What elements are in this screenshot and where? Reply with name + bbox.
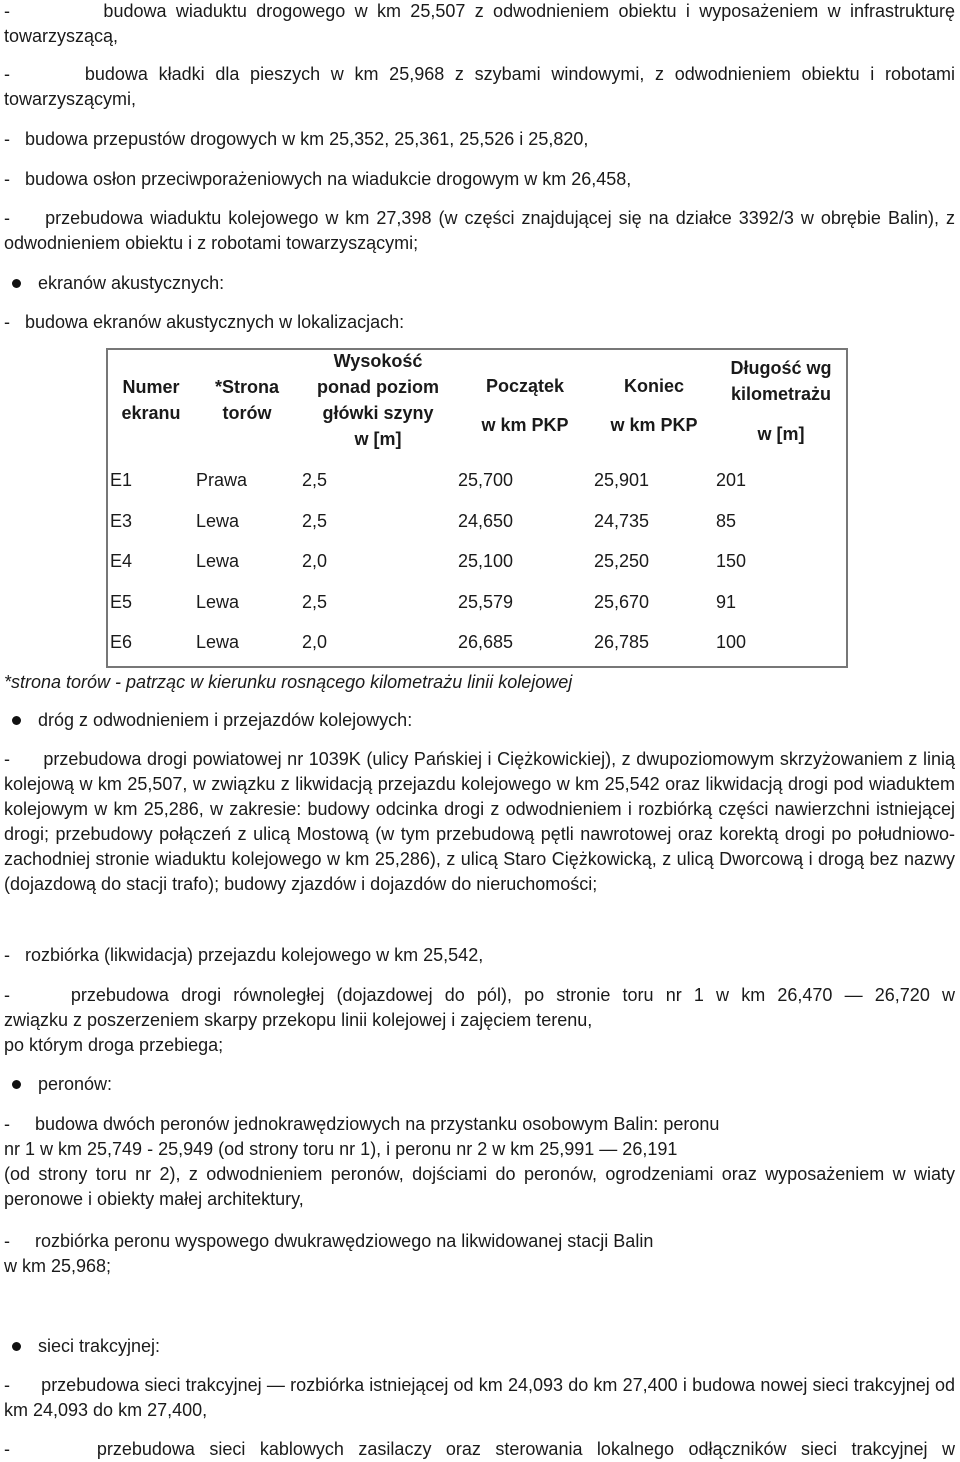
cell-length: 201 [716, 470, 747, 490]
cell-screen: E6 [110, 632, 133, 652]
header-line: Początek [485, 376, 565, 396]
header-track-side [196, 374, 298, 426]
cell-end: 25,250 [594, 551, 650, 571]
cell-screen: E1 [110, 470, 133, 490]
header-line: *Strona [214, 377, 279, 397]
cell-side: Lewa [196, 632, 240, 652]
cell-end: 25,670 [594, 592, 650, 612]
paragraph-shields: - budowa osłon przeciwporażeniowych na wiadukcie drogowym w km 26,458, [4, 169, 632, 189]
header-line: ekranu [121, 403, 181, 423]
text-line: nr 1 w km 25,749 - 25,949 (od strony toru nr 1), i peronu nr 2 w km 25,991 — 26,191 [4, 1139, 678, 1159]
cell-height: 2,0 [302, 551, 328, 571]
text-line: (od strony toru nr 2), z odwodnieniem peronów, dojściami do peronów, ogrodzeniami oraz wyposażeniem w wiaty peronowe i obiekty małej architektury, [4, 1164, 955, 1209]
cell-start: 24,650 [458, 511, 514, 531]
header-line: ponad poziom [317, 377, 439, 397]
cell-height: 2,5 [302, 511, 328, 531]
header-line: Wysokość [333, 351, 423, 371]
bullet-label: peronów: [38, 1074, 113, 1094]
cell-screen: E4 [110, 551, 133, 571]
cell-side: Lewa [196, 511, 240, 531]
bullet-label: sieci trakcyjnej: [38, 1336, 161, 1356]
text-line: związku z poszerzeniem skarpy przekopu linii kolejowej i zajęciem terenu, [4, 1010, 593, 1030]
header-line: w [m] [757, 424, 805, 444]
cell-length: 150 [716, 551, 747, 571]
text-line: - rozbiórka peronu wyspowego dwukrawędziowego na likwidowanej stacji Balin [4, 1231, 654, 1251]
header-line: w km PKP [610, 415, 698, 435]
paragraph-island-platform [4, 1229, 955, 1279]
header-line: w km PKP [481, 415, 569, 435]
cell-height: 2,0 [302, 632, 328, 652]
cell-length: 91 [716, 592, 737, 612]
bullet-dot-icon [12, 279, 21, 288]
header-screen-number [108, 374, 194, 426]
paragraph-rail-viaduct: - przebudowa wiaduktu kolejowego w km 27,398 (w części znajdującej się na działce 3392/3 w obrębie Balin), z odwodnieniem obiektu i z robotami towarzyszącymi; [4, 208, 955, 253]
header-end [594, 367, 714, 445]
header-line: Numer [122, 377, 180, 397]
cell-end: 24,735 [594, 511, 650, 531]
text-line: po którym droga przebiega; [4, 1035, 224, 1055]
header-line: w [m] [354, 429, 402, 449]
bullet-dot-icon [12, 1342, 21, 1351]
header-line: Koniec [623, 376, 684, 396]
cell-screen: E5 [110, 592, 133, 612]
paragraph-traction-rebuild: - przebudowa sieci trakcyjnej — rozbiórka istniejącej od km 24,093 do km 27,400 i budowa nowej sieci trakcyjnej od km 24,093 do km 27,400, [4, 1375, 955, 1420]
paragraph-crossing-demolition: - rozbiórka (likwidacja) przejazdu kolejowego w km 25,542, [4, 945, 484, 965]
header-length [716, 355, 846, 447]
cell-start: 25,700 [458, 470, 514, 490]
header-line: główki szyny [322, 403, 434, 423]
cell-height: 2,5 [302, 470, 328, 490]
paragraph-county-road: - przebudowa drogi powiatowej nr 1039K (ulicy Pańskiej i Ciężkowickiej), z dwupoziomowym skrzyżowaniem z linią kolejową w km 25,507, w związku z likwidacją przejazdu kolejowego w km 25,542 oraz likwidacją drogi pod wiaduktem kolejowym w km 25,286, w zakresie: budowy odcinka drogi z odwodnieniem i rozbiórką części nawierzchni istniejącej drogi; przebudowy połączeń z ulicą Mostową (w tym przebudową pętli nawrotowej oraz korektą drogi po południowo-zachodniej stronie wiaduktu kolejowego w km 25,286), z ulicą Staro Ciężkowicką, z ulicą Dworcową i drogą bez nazwy (dojazdową do stacji trafo); budowy zjazdów i dojazdów do nieruchomości; [4, 749, 955, 894]
cell-screen: E3 [110, 511, 133, 531]
text-line: - przebudowa drogi równoległej (dojazdowej do pól), po stronie toru nr 1 w km 26,470 — 26,720 w [4, 985, 955, 1005]
bullet-label: dróg z odwodnieniem i przejazdów kolejowych: [38, 710, 413, 730]
cell-start: 25,579 [458, 592, 514, 612]
table-footnote: *strona torów - patrząc w kierunku rosnącego kilometrażu linii kolejowej [4, 672, 573, 692]
paragraph-footbridge: - budowa kładki dla pieszych w km 25,968 z szybami windowymi, z odwodnieniem obiektu i robotami towarzyszącymi, [4, 64, 955, 109]
paragraph-viaduct-road: - budowa wiaduktu drogowego w km 25,507 z odwodnieniem obiektu i wyposażeniem w infrastrukturę towarzyszącą, [4, 1, 955, 46]
cell-side: Prawa [196, 470, 248, 490]
bullet-label: ekranów akustycznych: [38, 273, 225, 293]
header-line: kilometrażu [730, 384, 832, 404]
paragraph-parallel-road [4, 983, 955, 1058]
header-start [458, 367, 592, 445]
text-line: - budowa dwóch peronów jednokrawędziowych na przystanku osobowym Balin: peronu [4, 1114, 720, 1134]
cell-side: Lewa [196, 551, 240, 571]
cell-end: 26,785 [594, 632, 650, 652]
cell-length: 100 [716, 632, 747, 652]
header-line: torów [222, 403, 272, 423]
cell-side: Lewa [196, 592, 240, 612]
cell-start: 26,685 [458, 632, 514, 652]
cell-height: 2,5 [302, 592, 328, 612]
text-line: w km 25,968; [4, 1256, 112, 1276]
cell-end: 25,901 [594, 470, 650, 490]
header-height [300, 348, 456, 452]
paragraph-cable-networks: - przebudowa sieci kablowych zasilaczy oraz sterowania lokalnego odłączników sieci trakcyjnej w [4, 1439, 955, 1459]
cell-length: 85 [716, 511, 737, 531]
paragraph-platforms-build [4, 1112, 955, 1212]
header-line: Długość wg [730, 358, 832, 378]
paragraph-culverts: - budowa przepustów drogowych w km 25,352, 25,361, 25,526 i 25,820, [4, 129, 589, 149]
bullet-dot-icon [12, 1080, 21, 1089]
bullet-dot-icon [12, 716, 21, 725]
cell-start: 25,100 [458, 551, 514, 571]
paragraph-screens-locations: - budowa ekranów akustycznych w lokalizacjach: [4, 312, 405, 332]
